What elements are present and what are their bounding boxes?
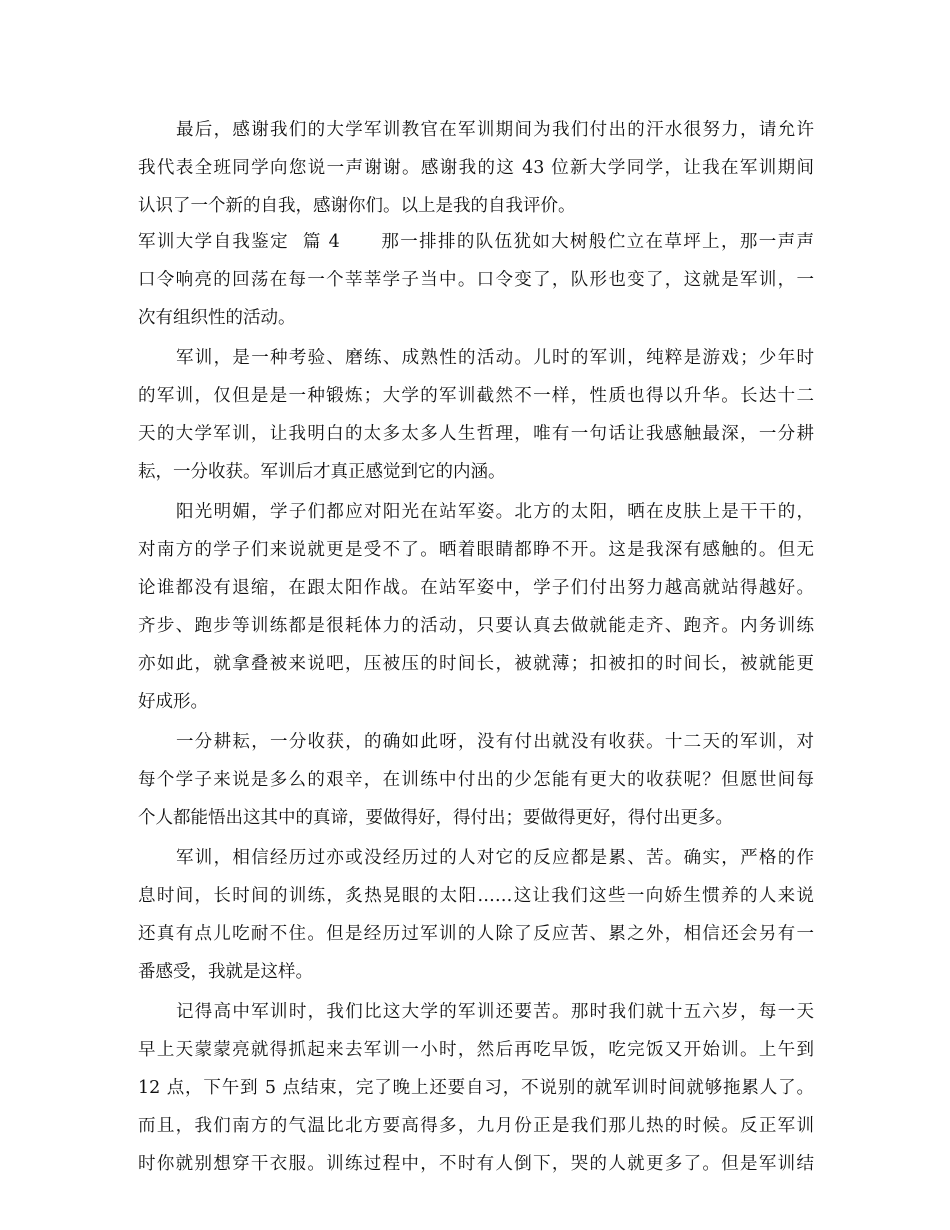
text-line: 12 点，下午到 5 点结束，完了晚上还要自习，不说别的就军训时间就够拖累人了。 [138, 1078, 814, 1098]
text-line: 阳光明媚，学子们都应对阳光在站军姿。北方的太阳，晒在皮肤上是干干的， [176, 502, 814, 522]
text-line: 好成形。 [138, 692, 208, 712]
text-line: 认识了一个新的自我，感谢你们。以上是我的自我评价。 [138, 196, 576, 216]
text-line: 口令响亮的回荡在每一个莘莘学子当中。口令变了，队形也变了，这就是军训，一 [138, 270, 814, 290]
text-line: 耘，一分收获。军训后才真正感觉到它的内涵。 [138, 462, 506, 482]
text-line: 早上天蒙蒙亮就得抓起来去军训一小时，然后再吃早饭，吃完饭又开始训。上午到 [138, 1040, 814, 1060]
text-line: 每个学子来说是多么的艰辛，在训练中付出的少怎能有更大的收获呢？但愿世间每 [138, 770, 814, 790]
section-heading-line: 军训大学自我鉴定 篇 4 那一排排的队伍犹如大树般伫立在草坪上，那一声声 [138, 232, 814, 252]
text-line: 个人都能悟出这其中的真谛，要做得好，得付出；要做得更好，得付出更多。 [138, 808, 733, 828]
text-line: 军训，相信经历过亦或没经历过的人对它的反应都是累、苦。确实，严格的作 [176, 848, 814, 868]
text-line: 时你就别想穿干衣服。训练过程中，不时有人倒下，哭的人就更多了。但是军训结 [138, 1154, 814, 1174]
text-line: 最后，感谢我们的大学军训教官在军训期间为我们付出的汗水很努力，请允许 [176, 120, 814, 140]
text-line: 齐步、跑步等训练都是很耗体力的活动，只要认真去做就能走齐、跑齐。内务训练 [138, 616, 814, 636]
text-line: 天的大学军训，让我明白的太多太多人生哲理，唯有一句话让我感触最深，一分耕 [138, 424, 814, 444]
text-line: 次有组织性的活动。 [138, 308, 296, 328]
text-line: 息时间，长时间的训练，炙热晃眼的太阳……这让我们这些一向娇生惯养的人来说 [138, 886, 814, 906]
text-line: 论谁都没有退缩，在跟太阳作战。在站军姿中，学子们付出努力越高就站得越好。 [138, 578, 814, 598]
text-line: 军训，是一种考验、磨练、成熟性的活动。儿时的军训，纯粹是游戏；少年时 [176, 348, 814, 368]
text-line: 我代表全班同学向您说一声谢谢。感谢我的这 43 位新大学同学，让我在军训期间 [138, 158, 814, 178]
text-line: 而且，我们南方的气温比北方要高得多，九月份正是我们那儿热的时候。反正军训 [138, 1116, 814, 1136]
text-line: 亦如此，就拿叠被来说吧，压被压的时间长，被就薄；扣被扣的时间长，被就能更 [138, 654, 814, 674]
text-line: 番感受，我就是这样。 [138, 962, 313, 982]
text-line: 对南方的学子们来说就更是受不了。晒着眼睛都睁不开。这是我深有感触的。但无 [138, 540, 814, 560]
text-line: 记得高中军训时，我们比这大学的军训还要苦。那时我们就十五六岁，每一天 [176, 1002, 814, 1022]
text-line: 一分耕耘，一分收获，的确如此呀，没有付出就没有收获。十二天的军训，对 [176, 732, 814, 752]
text-line: 还真有点儿吃耐不住。但是经历过军训的人除了反应苦、累之外，相信还会另有一 [138, 924, 814, 944]
text-line: 的军训，仅但是是一种锻炼；大学的军训截然不一样，性质也得以升华。长达十二 [138, 386, 814, 406]
